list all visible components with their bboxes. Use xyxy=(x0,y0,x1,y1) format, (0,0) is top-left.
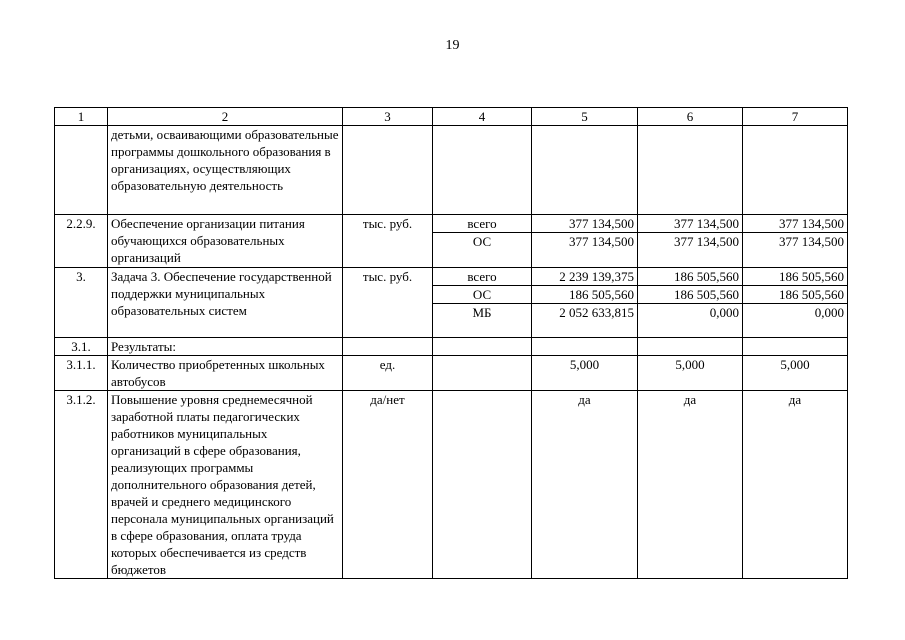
table-row xyxy=(55,268,848,286)
value-7: 377 134,500 xyxy=(743,215,848,233)
empty-cell xyxy=(55,126,108,215)
table-row xyxy=(55,391,848,579)
empty-cell xyxy=(433,126,532,215)
table-row xyxy=(55,126,848,215)
row-unit: тыс. руб. xyxy=(343,215,433,268)
header-row xyxy=(55,108,848,126)
value-7: 377 134,500 xyxy=(743,233,848,268)
value-5: 186 505,560 xyxy=(532,286,638,304)
value-6: 377 134,500 xyxy=(638,215,743,233)
empty-cell xyxy=(532,126,638,215)
value-7: 186 505,560 xyxy=(743,268,848,286)
table-row xyxy=(55,338,848,356)
row-number: 3. xyxy=(55,268,108,338)
funding-source: ОС xyxy=(433,233,532,268)
row-name: Количество приобретенных школьных автобусов xyxy=(108,356,343,391)
row-name: Задача 3. Обеспечение государственной поддержки муниципальных образовательных систем xyxy=(108,268,343,338)
empty-cell xyxy=(638,338,743,356)
value-5: 377 134,500 xyxy=(532,233,638,268)
data-table xyxy=(54,107,848,579)
value-5: 5,000 xyxy=(532,356,638,391)
value-6: 0,000 xyxy=(638,304,743,338)
row-number: 3.1.2. xyxy=(55,391,108,579)
header-cell: 1 xyxy=(55,108,108,126)
header-cell: 2 xyxy=(108,108,343,126)
row-name: Повышение уровня среднемесячной заработной платы педагогических работников муниципальных организаций в сфере образования, реализующих программы дополнительного образования детей, врачей и среднего медицинского персонала муниципальных организаций в сфере образования, оплата труда которых обеспечивается из средств бюджетов xyxy=(108,391,343,579)
funding-source: МБ xyxy=(433,304,532,338)
value-7: 0,000 xyxy=(743,304,848,338)
value-5: да xyxy=(532,391,638,579)
empty-cell xyxy=(743,338,848,356)
row-name: Результаты: xyxy=(108,338,343,356)
value-6: 5,000 xyxy=(638,356,743,391)
empty-cell xyxy=(343,338,433,356)
row-name: Обеспечение организации питания обучающихся образовательных организаций xyxy=(108,215,343,268)
row-number: 3.1.1. xyxy=(55,356,108,391)
value-5: 2 052 633,815 xyxy=(532,304,638,338)
table-row xyxy=(55,356,848,391)
value-7: да xyxy=(743,391,848,579)
table-row xyxy=(55,215,848,233)
value-6: да xyxy=(638,391,743,579)
row-unit: тыс. руб. xyxy=(343,268,433,338)
funding-source: всего xyxy=(433,268,532,286)
empty-cell xyxy=(743,126,848,215)
row-unit: ед. xyxy=(343,356,433,391)
empty-cell xyxy=(343,126,433,215)
header-cell: 5 xyxy=(532,108,638,126)
funding-source: ОС xyxy=(433,286,532,304)
row-number: 3.1. xyxy=(55,338,108,356)
empty-cell xyxy=(433,356,532,391)
funding-source: всего xyxy=(433,215,532,233)
empty-cell xyxy=(638,126,743,215)
empty-cell xyxy=(433,338,532,356)
continuation-text: детьми, осваивающими образовательные программы дошкольного образования в организациях, осуществляющих образовательную деятельность xyxy=(108,126,343,215)
header-cell: 7 xyxy=(743,108,848,126)
value-5: 377 134,500 xyxy=(532,215,638,233)
value-7: 186 505,560 xyxy=(743,286,848,304)
header-cell: 3 xyxy=(343,108,433,126)
value-6: 186 505,560 xyxy=(638,268,743,286)
value-6: 377 134,500 xyxy=(638,233,743,268)
row-unit: да/нет xyxy=(343,391,433,579)
header-cell: 6 xyxy=(638,108,743,126)
value-5: 2 239 139,375 xyxy=(532,268,638,286)
header-cell: 4 xyxy=(433,108,532,126)
empty-cell xyxy=(433,391,532,579)
page-number: 19 xyxy=(445,38,460,53)
value-6: 186 505,560 xyxy=(638,286,743,304)
value-7: 5,000 xyxy=(743,356,848,391)
empty-cell xyxy=(532,338,638,356)
row-number: 2.2.9. xyxy=(55,215,108,268)
